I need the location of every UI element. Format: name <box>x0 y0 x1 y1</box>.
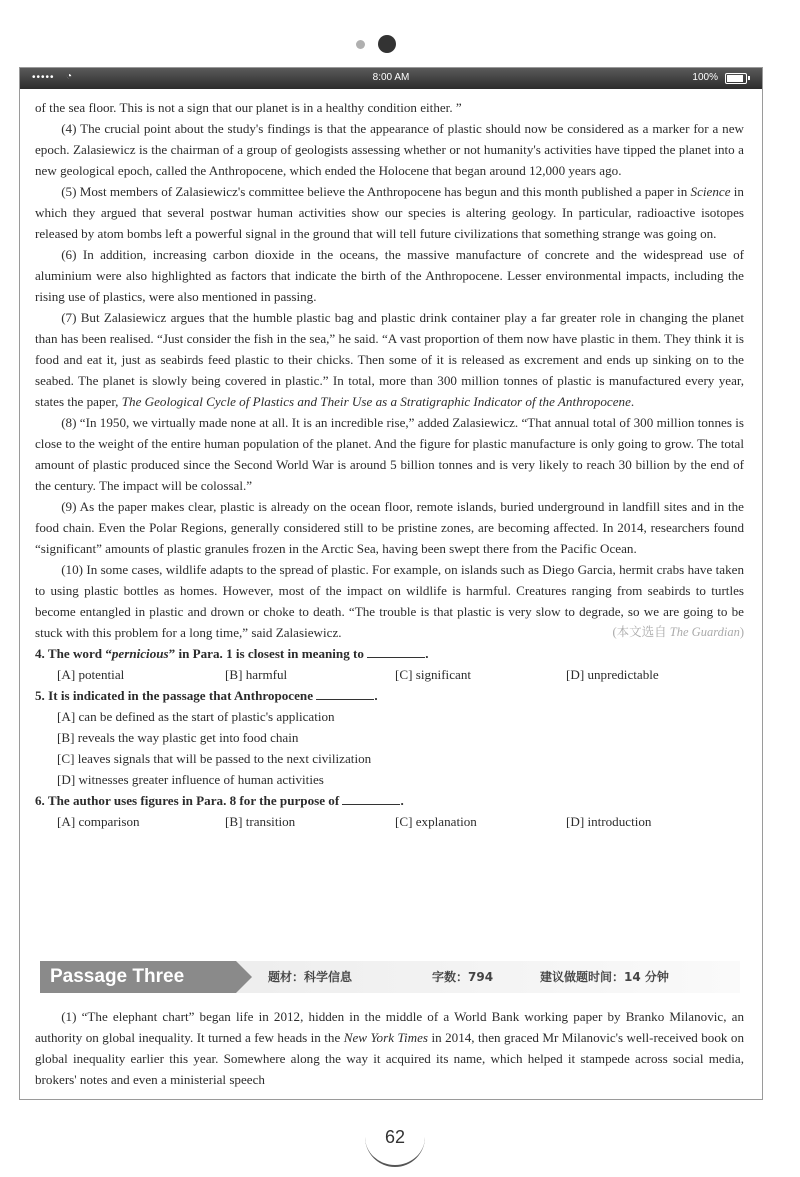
paragraph-3-end: of the sea floor. This is not a sign that our planet is in a healthy condition either. ” <box>35 100 462 115</box>
paragraph-8: (8) “In 1950, we virtually made none at all. It is an incredible rise,” added Zalasiewicz. “That annual total of 300 million tonnes is close to the weight of the entire human population of the planet. And the figure for plastic manufacture is only going to grow. The total amount of plastic produced since the Second World War is around 5 billion tonnes and is very likely to reach 30 billion by the end of the century. The impact will be colossal.” <box>35 415 744 493</box>
tablet-frame <box>19 67 763 1100</box>
option-d[interactable]: [D] introduction <box>566 814 652 829</box>
paragraph-5: (5) Most members of Zalasiewicz's committee believe the Anthropocene has begun and this month published a paper in Science in which they argued that several postwar human activities show our species is altering geology. In particular, radioactive isotopes released by atom bombs left a powerful signal in the ground that will tell future civilizations that something strange was going on. <box>35 184 744 241</box>
paragraph-7: (7) But Zalasiewicz argues that the humble plastic bag and plastic drink container play a far greater role in changing the planet than has been realised. “Just consider the fish in the sea,” he said. “A vast proportion of them now have plastic in them. They think it is food and eat it, just as seabirds feed plastic to their chicks. Then some of it is released as excrement and ends up sinking on to the seabed. The planet is slowly being covered in plastic.” In total, more than 300 million tonnes of plastic is manufactured every year, states the paper, The Geological Cycle of Plastics and Their Use as a Stratigraphic Indicator of the Anthropocene. <box>35 310 744 409</box>
question-6: 6. The author uses figures in Para. 8 for the purpose of . <box>35 793 404 808</box>
battery-icon <box>725 73 747 84</box>
paragraph-4: (4) The crucial point about the study's findings is that the appearance of plastic should now be considered as a marker for a new epoch. Zalasiewicz is the chairman of a group of geologists assessing whether or not humanity's activities have tipped the planet into a new geological epoch, called the Anthropocene, which ended the Holocene that began around 12,000 years ago. <box>35 121 744 178</box>
battery-fill <box>727 75 743 82</box>
passage-banner <box>20 961 762 993</box>
passage-title: Passage Three <box>40 961 236 993</box>
option-c[interactable]: [C] significant <box>395 667 471 682</box>
paragraph-10: (10) In some cases, wildlife adapts to the spread of plastic. For example, on islands such as Diego Garcia, hermit crabs have taken to using plastic bottles as homes. However, most of the impact on wildlife is harmful. Creatures ranging from seabirds to turtles become entangled in plastic and drown or choke to death. “The trouble is that plastic is very slow to degrade, so we are going to be stuck with this problem for a long time,” said Zalasiewicz. (本文选自 The Guardian) <box>35 559 744 643</box>
option-a[interactable]: [A] comparison <box>57 814 140 829</box>
answer-blank[interactable] <box>367 645 425 658</box>
question-6-options <box>35 811 744 832</box>
option-b[interactable]: [B] transition <box>225 814 296 829</box>
question-4: 4. The word “pernicious” in Para. 1 is closest in meaning to . <box>35 646 429 661</box>
option-a[interactable]: [A] can be defined as the start of plastic's application <box>57 709 335 724</box>
option-b[interactable]: [B] reveals the way plastic get into food chain <box>57 730 299 745</box>
source-citation: (本文选自 The Guardian) <box>612 625 744 639</box>
option-d[interactable]: [D] witnesses greater influence of human activities <box>57 772 324 787</box>
option-a[interactable]: [A] potential <box>57 667 125 682</box>
question-4-options <box>35 664 744 685</box>
page-dot-active[interactable] <box>378 35 396 53</box>
article-body <box>35 97 744 832</box>
passage-three-body <box>35 1006 744 1090</box>
option-b[interactable]: [B] harmful <box>225 667 288 682</box>
status-time: 8:00 AM <box>372 72 410 83</box>
signal-icon: ••••• <box>32 72 55 83</box>
word-count: 字数：794 <box>432 970 494 984</box>
wifi-icon: ◔ <box>66 71 73 82</box>
answer-blank[interactable] <box>342 792 400 805</box>
option-c[interactable]: [C] explanation <box>395 814 477 829</box>
topic-label: 题材：科学信息 <box>268 970 353 984</box>
paragraph-6: (6) In addition, increasing carbon dioxide in the oceans, the massive manufacture of concrete and the widespread use of aluminium were also highlighted as factors that indicate the birth of the Anthropocene. Lesser environmental impacts, including the rising use of plastics, were also mentioned in passing. <box>35 247 744 304</box>
page-indicator <box>0 34 800 54</box>
suggested-time: 建议做题时间：14 分钟 <box>540 970 669 984</box>
page-dot-inactive[interactable] <box>356 40 365 49</box>
question-5: 5. It is indicated in the passage that Anthropocene . <box>35 688 378 703</box>
battery-percent: 100% <box>692 72 718 83</box>
option-c[interactable]: [C] leaves signals that will be passed to the next civilization <box>57 751 372 766</box>
page-number: 62 <box>365 1115 425 1167</box>
passage-three-paragraph-1: (1) “The elephant chart” began life in 2012, hidden in the middle of a World Bank working paper by Branko Milanovic, an authority on global inequality. It turned a few heads in the New York Times in 2014, then graced Mr Milanovic's well-received book on global inequality earlier this year. Somewhere along the way it acquired its name, which helped it stampede across social media, brokers' notes and even a ministerial speech <box>35 1009 744 1087</box>
banner-arrow-icon <box>236 961 252 993</box>
paragraph-9: (9) As the paper makes clear, plastic is already on the ocean floor, remote islands, buried underground in landfill sites and in the food chain. Even the Polar Regions, generally considered still to be pristine zones, are becoming affected. In 2014, researchers found “significant” amounts of plastic granules frozen in the Arctic Sea, having been swept there from the Pacific Ocean. <box>35 499 744 556</box>
answer-blank[interactable] <box>316 687 374 700</box>
status-bar <box>20 68 762 89</box>
option-d[interactable]: [D] unpredictable <box>566 667 659 682</box>
